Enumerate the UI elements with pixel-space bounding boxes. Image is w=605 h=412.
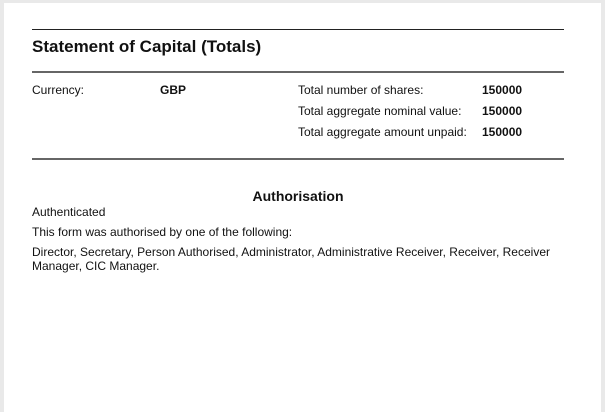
total-shares-value: 150000: [482, 83, 523, 97]
total-amount-unpaid-label: Total aggregate amount unpaid:: [298, 125, 467, 139]
title-divider: [32, 71, 564, 73]
statement-of-capital-title: Statement of Capital (Totals): [32, 37, 262, 56]
authoriser-roles-list: Director, Secretary, Person Authorised, Administrator, Administrative Receiver, Receiver, Receiver Manager, CIC Manager.: [32, 245, 550, 273]
top-divider: [32, 29, 564, 30]
authentication-status: Authenticated: [32, 205, 106, 219]
total-nominal-value-value: 150000: [482, 104, 523, 118]
currency-label: Currency:: [32, 83, 85, 97]
total-nominal-value-label: Total aggregate nominal value:: [298, 104, 462, 118]
currency-value: GBP: [160, 83, 187, 97]
authorisation-intro: This form was authorised by one of the following:: [32, 225, 293, 239]
capital-section-divider: [32, 158, 564, 160]
total-shares-label: Total number of shares:: [298, 83, 424, 97]
total-amount-unpaid-value: 150000: [482, 125, 523, 139]
authorisation-heading: Authorisation: [252, 188, 344, 204]
document-page: [4, 3, 601, 412]
